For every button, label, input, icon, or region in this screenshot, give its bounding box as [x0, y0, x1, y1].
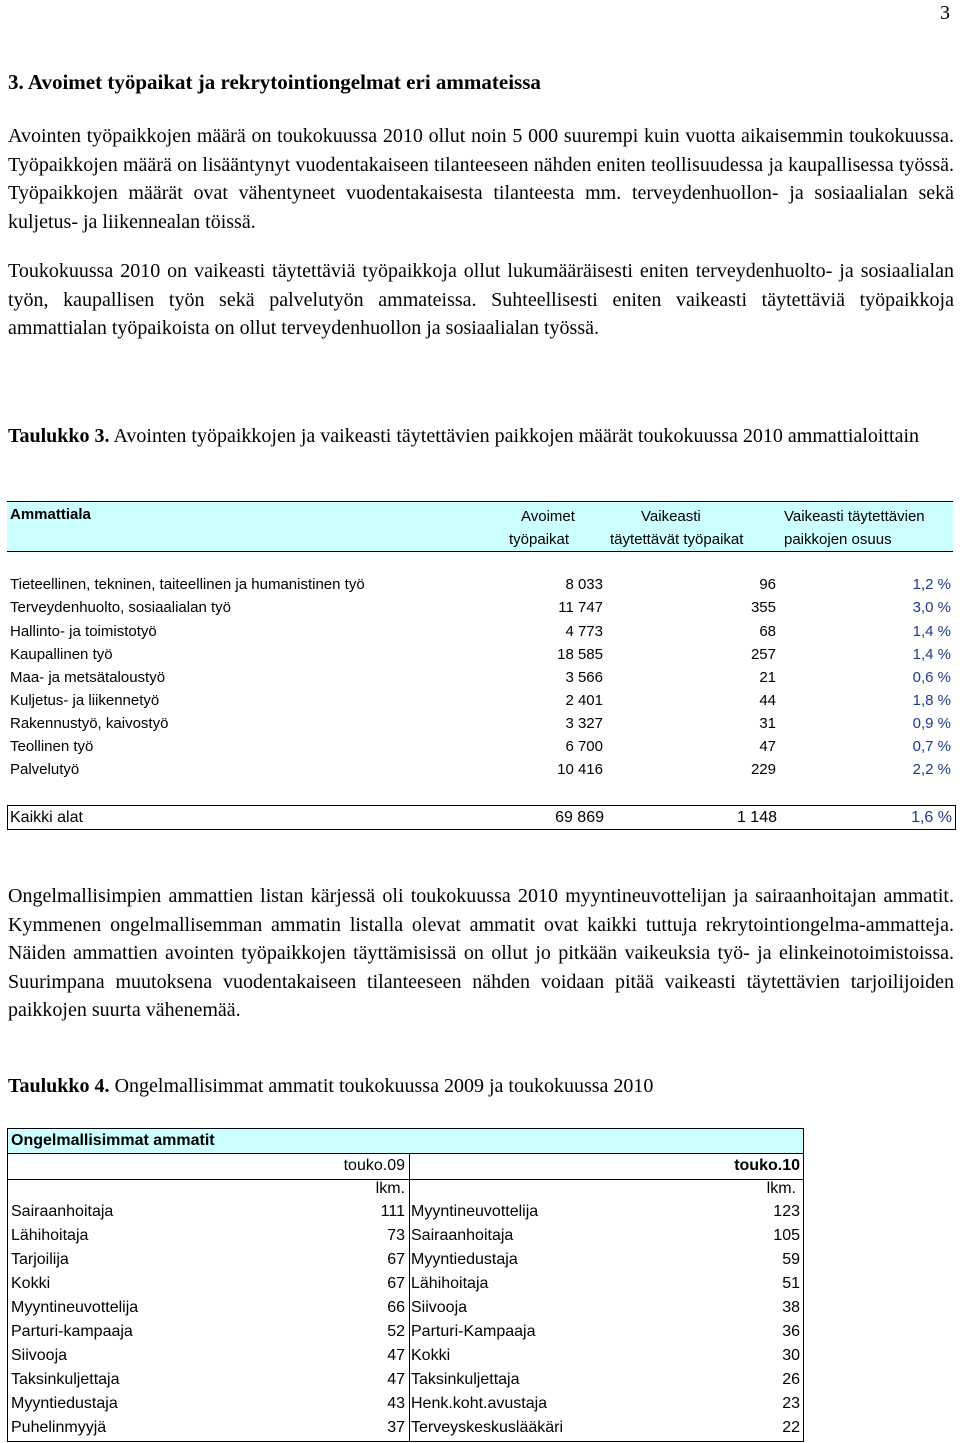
section-heading: 3. Avoimet työpaikat ja rekrytointiongelmat eri ammateissa — [8, 70, 541, 94]
list-item-count: 43 — [387, 1395, 405, 1412]
row-field: Tieteellinen, tekninen, taiteellinen ja humanistinen työ — [10, 576, 365, 593]
total-share: 1,6 % — [911, 809, 952, 826]
row-open: 18 585 — [557, 646, 603, 663]
row-hard: 68 — [759, 623, 776, 640]
list-item-count: 67 — [387, 1275, 405, 1292]
table-row — [8, 573, 954, 596]
row-hard: 21 — [759, 669, 776, 686]
row-share: 0,7 % — [912, 738, 951, 755]
table-row — [8, 643, 954, 666]
row-share: 3,0 % — [912, 599, 951, 616]
list-item: Henk.koht.avustaja — [411, 1395, 548, 1412]
header-share-1: Vaikeasti täytettävien — [784, 508, 925, 525]
row-open: 6 700 — [565, 738, 603, 755]
page-number: 3 — [940, 2, 950, 24]
list-item: Taksinkuljettaja — [411, 1371, 520, 1388]
row-field: Kuljetus- ja liikennetyö — [10, 692, 160, 709]
second-paragraph: Toukokuussa 2010 on vaikeasti täytettäviä työpaikkoja ollut lukumääräisesti eniten terveydenhuolto- ja sosiaalialan työn, kaupallisen työn sekä palvelutyön ammateissa. Suhteellisesti eniten vaikeasti täytettäviä työpaikkoja ammattialan työpaikoista on ollut terveydenhuollon ja sosiaalialan työssä. — [8, 260, 954, 339]
table4-title: Ongelmallisimmat ammatit — [11, 1132, 215, 1149]
table4-title-bar — [8, 1129, 803, 1154]
total-open: 69 869 — [555, 809, 604, 826]
table-row — [8, 735, 954, 758]
unit-2009: lkm. — [375, 1180, 405, 1197]
total-hard: 1 148 — [736, 809, 777, 826]
header-hard-1: Vaikeasti — [641, 508, 701, 525]
list-item: Lähihoitaja — [11, 1227, 89, 1244]
header-share-2: paikkojen osuus — [784, 531, 892, 548]
row-hard: 96 — [759, 576, 776, 593]
row-open: 8 033 — [565, 576, 603, 593]
list-item: Sairaanhoitaja — [11, 1203, 114, 1220]
row-open: 3 566 — [565, 669, 603, 686]
list-item-count: 36 — [782, 1323, 800, 1340]
list-item-count: 22 — [782, 1419, 800, 1436]
list-item-count: 67 — [387, 1251, 405, 1268]
list-item-count: 51 — [782, 1275, 800, 1292]
table-row — [8, 666, 954, 689]
column-divider — [409, 1154, 410, 1441]
row-share: 1,2 % — [912, 576, 951, 593]
table4-caption-text: Ongelmallisimmat ammatit toukokuussa 2009 ja toukokuussa 2010 — [114, 1075, 654, 1097]
row-divider — [8, 1179, 803, 1180]
row-share: 1,4 % — [912, 646, 951, 663]
table-row — [8, 758, 954, 781]
row-field: Terveydenhuolto, sosiaalialan työ — [10, 599, 231, 616]
list-item-count: 123 — [773, 1203, 800, 1220]
table3-total-row — [7, 805, 956, 830]
row-hard: 47 — [759, 738, 776, 755]
unit-2010: lkm. — [766, 1180, 796, 1197]
row-field: Rakennustyö, kaivostyö — [10, 715, 169, 732]
list-item-count: 23 — [782, 1395, 800, 1412]
third-paragraph: Ongelmallisimpien ammattien listan kärjessä oli toukokuussa 2010 myyntineuvottelijan ja sairaanhoitajan ammatit. Kymmenen ongelmallisemman ammatin listalla olevat ammatit ovat kaikki tuttuja rekrytointiongelma-ammatteja. Näiden ammattien avointen työpaikkojen täyttämisissä on ollut jo pitkään vaikeuksia työ- ja elinkeinotoimistoissa. Suurimpana muutoksena vuodentakaiseen tilanteeseen nähden voidaan pitää vaikeasti täytettävien tarjoilijoiden paikkojen suurta vähenemää. — [8, 885, 954, 1021]
list-item: Myyntiedustaja — [411, 1251, 518, 1268]
list-item: Taksinkuljettaja — [11, 1371, 120, 1388]
table-row — [8, 596, 954, 619]
table-row — [8, 620, 954, 643]
col-2010-header: touko.10 — [734, 1157, 800, 1174]
row-share: 1,4 % — [912, 623, 951, 640]
row-hard: 257 — [750, 646, 776, 663]
intro-paragraph: Avointen työpaikkojen määrä on toukokuussa 2010 ollut noin 5 000 suurempi kuin vuotta aikaisemmin toukokuussa. Työpaikkojen määrä on lisääntynyt vuodentakaiseen tilanteeseen nähden eniten teollisuudessa ja kaupallisessa työssä. Työpaikkojen määrät ovat vähentyneet vuodentakaisesta tilanteesta mm. terveydenhuollon- ja sosiaalialan sekä kuljetus- ja liikennealan töissä. — [8, 125, 954, 233]
list-item: Puhelinmyyjä — [11, 1419, 107, 1436]
row-open: 11 747 — [558, 599, 603, 616]
row-hard: 44 — [759, 692, 776, 709]
row-field: Palvelutyö — [10, 761, 80, 778]
list-item-count: 37 — [387, 1419, 405, 1436]
list-item: Kokki — [411, 1347, 451, 1364]
list-item: Myyntineuvottelija — [411, 1203, 539, 1220]
list-item-count: 73 — [387, 1227, 405, 1244]
total-field: Kaikki alat — [10, 809, 83, 826]
list-item-count: 111 — [380, 1203, 405, 1220]
list-item: Myyntiedustaja — [11, 1395, 118, 1412]
header-open-2: työpaikat — [509, 531, 570, 548]
row-share: 0,6 % — [912, 669, 951, 686]
list-item-count: 38 — [782, 1299, 800, 1316]
row-open: 3 327 — [565, 715, 603, 732]
row-field: Hallinto- ja toimistotyö — [10, 623, 157, 640]
row-open: 2 401 — [565, 692, 603, 709]
row-hard: 229 — [750, 761, 776, 778]
header-field: Ammattiala — [10, 506, 91, 523]
header-open-1: Avoimet — [521, 508, 575, 525]
row-open: 4 773 — [565, 623, 603, 640]
table3-header — [7, 501, 953, 552]
row-share: 2,2 % — [912, 761, 951, 778]
row-share: 0,9 % — [912, 715, 951, 732]
col-2009-header: touko.09 — [343, 1157, 405, 1174]
row-hard: 31 — [759, 715, 776, 732]
list-item: Myyntineuvottelija — [11, 1299, 139, 1316]
list-item: Kokki — [11, 1275, 51, 1292]
row-hard: 355 — [750, 599, 776, 616]
row-share: 1,8 % — [912, 692, 951, 709]
table4 — [7, 1128, 804, 1442]
table4-caption — [8, 1072, 954, 1101]
list-item-count: 59 — [782, 1251, 800, 1268]
table3-caption — [8, 422, 954, 451]
header-hard-2: täytettävät työpaikat — [610, 531, 744, 548]
list-item-count: 47 — [387, 1371, 405, 1388]
table-row — [8, 689, 954, 712]
list-item: Siivooja — [411, 1299, 468, 1316]
table3-label: Taulukko 3. — [8, 425, 110, 447]
row-open: 10 416 — [557, 761, 603, 778]
list-item: Lähihoitaja — [411, 1275, 489, 1292]
list-item-count: 30 — [782, 1347, 800, 1364]
list-item-count: 66 — [387, 1299, 405, 1316]
row-field: Maa- ja metsätaloustyö — [10, 669, 166, 686]
list-item: Terveyskeskuslääkäri — [411, 1419, 564, 1436]
list-item: Tarjoilija — [11, 1251, 69, 1268]
table4-label: Taulukko 4. — [8, 1075, 110, 1097]
list-item: Parturi-Kampaaja — [411, 1323, 536, 1340]
list-item-count: 26 — [782, 1371, 800, 1388]
list-item-count: 105 — [773, 1227, 800, 1244]
row-field: Kaupallinen työ — [10, 646, 113, 663]
row-field: Teollinen työ — [10, 738, 94, 755]
table3-caption-text: Avointen työpaikkojen ja vaikeasti täytettävien paikkojen määrät toukokuussa 2010 ammattialoittain — [113, 425, 919, 447]
list-item-count: 47 — [387, 1347, 405, 1364]
list-item: Sairaanhoitaja — [411, 1227, 514, 1244]
table-row — [8, 712, 954, 735]
list-item: Parturi-kampaaja — [11, 1323, 133, 1340]
list-item: Siivooja — [11, 1347, 68, 1364]
list-item-count: 52 — [387, 1323, 405, 1340]
